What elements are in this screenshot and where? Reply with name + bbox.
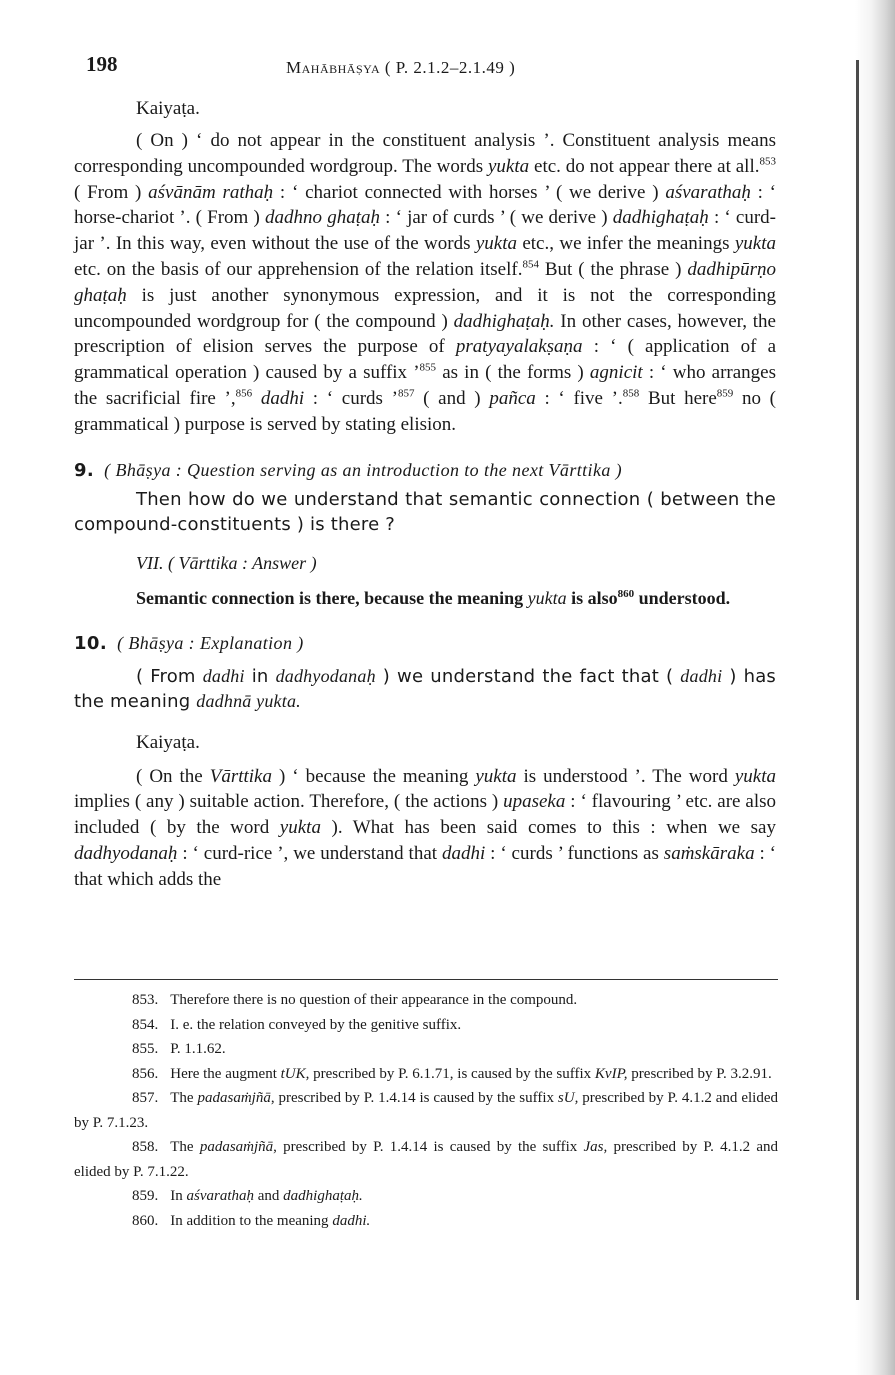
section-10-heading: 10. ( Bhāṣya : Explanation ) — [74, 632, 304, 654]
footnote-divider — [74, 979, 778, 980]
kaiyata-paragraph-2: ( On the Vārttika ) ‘ because the meaning yukta is understood ’. The word yukta implies ( any ) suitable action. Therefore, ( the actions ) upaseka : ‘ flavouring ’ etc. are also included ( by the word yukta ). What has been said comes to this : when we say dadhyodanaḥ : ‘ curd-rice ’, we understand that dadhi : ‘ curds ’ functions as saṁskāraka : ‘ that which adds the — [74, 765, 776, 890]
footnote-ref-857[interactable]: 857 — [397, 387, 415, 400]
footnote-ref-855[interactable]: 855 — [419, 361, 437, 374]
footnote-ref-853[interactable]: 853 — [759, 155, 776, 168]
footnote-ref-858[interactable]: 858 — [622, 387, 640, 400]
footnote-856: 856. Here the augment tUK, prescribed by P. 6.1.71, is caused by the suffix KvIP, prescribed by P. 3.2.91. — [132, 1065, 772, 1082]
page-number: 198 — [86, 52, 118, 76]
varttika-7-heading: VII. ( Vārttika : Answer ) — [136, 552, 317, 573]
running-head-ref: ( P. 2.1.2–2.1.49 ) — [384, 58, 516, 77]
footnote-ref-854[interactable]: 854 — [522, 258, 539, 271]
footnote-ref-860[interactable]: 860 — [617, 587, 635, 600]
kaiyata-label-1: Kaiyaṭa. — [136, 98, 200, 119]
footnote-ref-856[interactable]: 856 — [235, 387, 253, 400]
kaiyata-label-2: Kaiyaṭa. — [136, 731, 200, 753]
section-9-number: 9. — [74, 459, 95, 481]
footnote-853: 853. Therefore there is no question of their appearance in the compound. — [132, 992, 578, 1008]
footnote-857: 857. The padasaṁjñā, prescribed by P. 1.4.14 is caused by the suffix sU, prescribed by P. 4.1.2 and elided by P. 7.1.23. — [74, 1090, 778, 1131]
scan-shadow-edge — [855, 0, 895, 1375]
spine-line — [856, 60, 859, 1300]
section-9-text: Then how do we understand that semantic connection ( between the compound-constituents ) is there ? — [74, 488, 776, 535]
varttika-7-text: Semantic connection is there, because the meaning yukta is also$^{860}$ understood. — [136, 587, 731, 608]
footnote-860: 860. In addition to the meaning dadhi. — [132, 1212, 371, 1229]
kaiyata-paragraph-1: ( On ) ‘ do not appear in the constituent analysis ’. Constituent analysis means corresponding uncompounded wordgroup. The words yukta etc. do not appear there at all.$^{853}$ ( From ) aśvānām rathaḥ : ‘ chariot connected with horses ’ ( we derive ) aśvarathaḥ : ‘ horse-chariot ’. ( From ) dadhno ghaṭaḥ : ‘ jar of curds ’ ( we derive ) dadhighaṭaḥ : ‘ curd-jar ’. In this way, even without the use of the words yukta etc., we infer the meanings yukta etc. on the basis of our apprehension of the relation itself.$^{854}$ But ( the phrase ) dadhipūrṇo ghaṭaḥ is just another synonymous expression, and it is not the corresponding uncompounded wordgroup for ( the compound ) dadhighaṭaḥ. In other cases, however, the prescription of elision serves the purpose of pratyayalakṣaṇa : ‘ ( application of a grammatical operation ) caused by a suffix ’$^{855}$ as in ( the forms ) agnicit : ‘ who arranges the sacrificial fire ’,$^{856}$ dadhi : ‘ curds ’$^{857}$ ( and ) pañca : ‘ five ’.$^{858}$ But here$^{859}$ no ( grammatical ) purpose is served by stating elision. — [74, 130, 777, 435]
footnote-854: 854. I. e. the relation conveyed by the genitive suffix. — [132, 1016, 462, 1033]
running-head-title: Mahābhāṣya — [286, 58, 381, 77]
footnote-855: 855. P. 1.1.62. — [132, 1041, 226, 1057]
footnote-ref-859[interactable]: 859 — [716, 387, 734, 400]
main-content — [74, 98, 776, 893]
running-head — [286, 58, 515, 78]
footnotes — [74, 988, 778, 1233]
section-10-number: 10. — [74, 632, 108, 654]
footnote-858: 858. The padasaṁjñā, prescribed by P. 1.4.14 is caused by the suffix Jas, prescribed by P. 4.1.2 and elided by P. 7.1.22. — [74, 1139, 778, 1180]
page-header — [86, 52, 786, 82]
section-9-heading: 9. ( Bhāṣya : Question serving as an introduction to the next Vārttika ) — [74, 459, 623, 481]
section-10-text: ( From dadhi in dadhyodanaḥ ) we understand the fact that ( dadhi ) has the meaning dadhnā yukta. — [74, 665, 777, 712]
footnote-859: 859. In aśvarathaḥ and dadhighaṭaḥ. — [132, 1188, 363, 1204]
